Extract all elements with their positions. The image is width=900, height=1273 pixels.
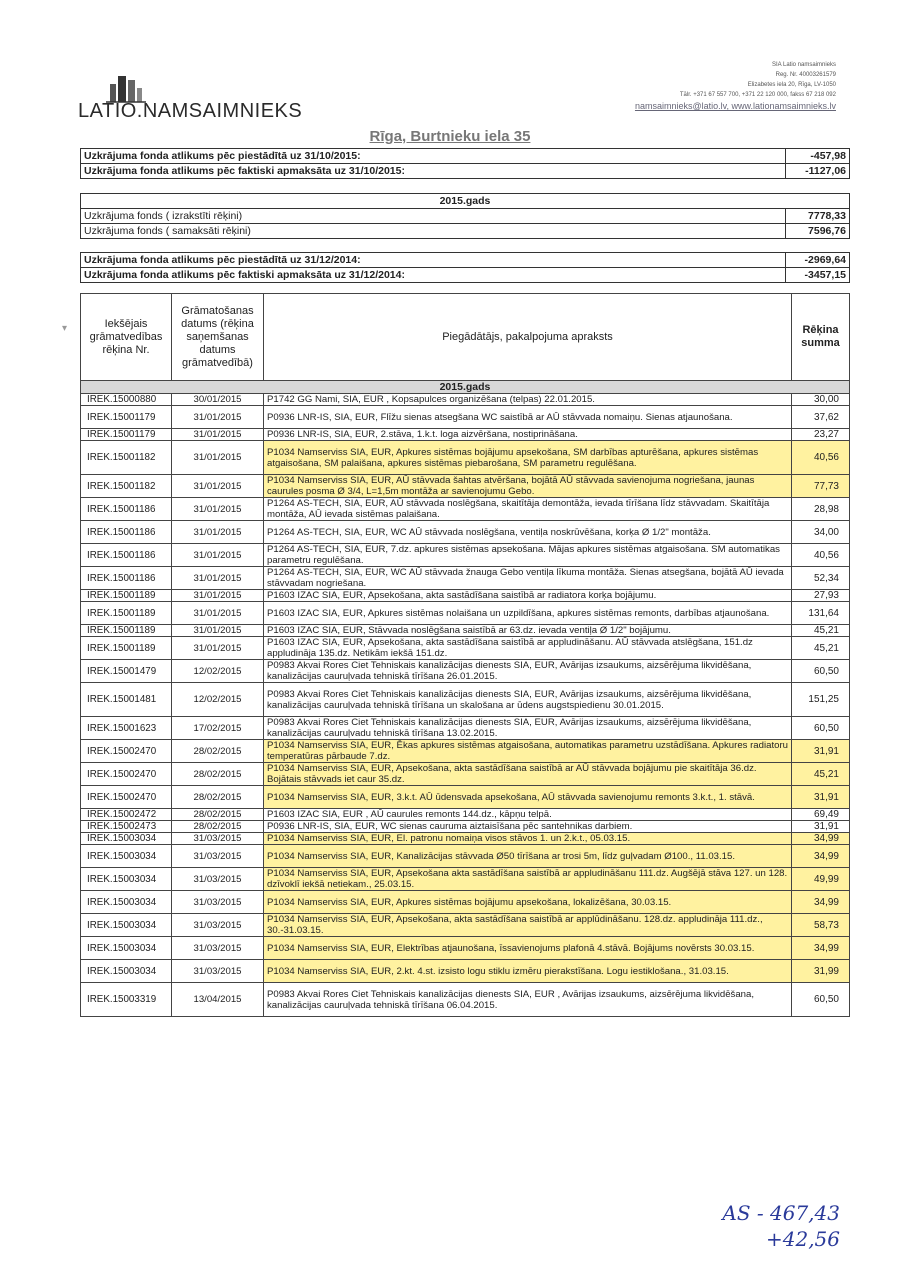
description-cell: P1264 AS-TECH, SIA, EUR, AŪ stāvvada noslēgšana, skaitītāja demontāža, ievada tīrīšana līdz stāvvadam. Skaitītāja montāža, AŪ ievada sistēmas palaišana. bbox=[264, 498, 792, 521]
col-header-date: Grāmatošanas datums (rēķina saņemšanas datums grāmatvedībā) bbox=[172, 294, 264, 381]
amount-cell: 49,99 bbox=[792, 868, 850, 891]
description-cell: P1034 Namserviss SIA, EUR, AŪ stāvvada šahtas atvēršana, bojātā AŪ stāvvada savienojuma nogriešana, jaunas caurules posma Ø 3/4, L=1,5m montāža ar savienojumu Gebo. bbox=[264, 475, 792, 498]
amount-cell: 34,00 bbox=[792, 521, 850, 544]
description-cell: P1034 Namserviss SIA, EUR, 3.k.t. AŪ ūdensvada apsekošana, AŪ stāvvada savienojumu remonts 3.k.t., 1. stāvā. bbox=[264, 786, 792, 809]
date-cell: 28/02/2015 bbox=[172, 809, 264, 821]
amount-cell: 31,91 bbox=[792, 740, 850, 763]
amount-cell: 34,99 bbox=[792, 845, 850, 868]
description-cell: P1034 Namserviss SIA, EUR, 2.kt. 4.st. izsisto logu stiklu izmēru pierakstīšana. Logu iestiklošana., 31.03.15. bbox=[264, 960, 792, 983]
date-cell: 28/02/2015 bbox=[172, 786, 264, 809]
invoice-number-cell: IREK.15003034 bbox=[81, 833, 172, 845]
amount-cell: 31,99 bbox=[792, 960, 850, 983]
invoice-number-cell: IREK.15003034 bbox=[81, 960, 172, 983]
fund-row: Uzkrājuma fonds ( samaksāti rēķini) 7596,76 bbox=[81, 224, 849, 238]
table-row bbox=[81, 567, 850, 590]
handwritten-note: AS - 467,43 +42,56 bbox=[722, 1201, 840, 1251]
amount-cell: 45,21 bbox=[792, 763, 850, 786]
invoice-number-cell: IREK.15000880 bbox=[81, 394, 172, 406]
company-name: SIA Latio namsaimnieks bbox=[771, 62, 836, 68]
date-cell: 31/03/2015 bbox=[172, 937, 264, 960]
invoice-number-cell: IREK.15001479 bbox=[81, 660, 172, 683]
balance-row: Uzkrājuma fonda atlikums pēc piestādītā uz 31/12/2014: -2969,64 bbox=[81, 253, 849, 268]
description-cell: P1603 IZAC SIA, EUR, Apsekošana, akta sastādīšana saistībā ar radiatora korķa bojājumu. bbox=[264, 590, 792, 602]
table-row bbox=[81, 983, 850, 1017]
amount-cell: 34,99 bbox=[792, 833, 850, 845]
invoice-number-cell: IREK.15002473 bbox=[81, 821, 172, 833]
date-cell: 28/02/2015 bbox=[172, 763, 264, 786]
table-row bbox=[81, 960, 850, 983]
invoice-number-cell: IREK.15003034 bbox=[81, 937, 172, 960]
invoice-table bbox=[80, 293, 850, 1017]
company-logo bbox=[78, 70, 338, 130]
invoice-number-cell: IREK.15001623 bbox=[81, 717, 172, 740]
amount-cell: 151,25 bbox=[792, 683, 850, 717]
amount-cell: 52,34 bbox=[792, 567, 850, 590]
invoice-number-cell: IREK.15003034 bbox=[81, 891, 172, 914]
invoice-number-cell: IREK.15001186 bbox=[81, 567, 172, 590]
table-row bbox=[81, 637, 850, 660]
table-row bbox=[81, 394, 850, 406]
description-cell: P0936 LNR-IS, SIA, EUR, 2.stāva, 1.k.t. loga aizvēršana, nostiprināšana. bbox=[264, 429, 792, 441]
margin-mark: ▾ bbox=[62, 323, 68, 334]
description-cell: P1034 Namserviss SIA, EUR, Ēkas apkures sistēmas atgaisošana, automatikas parametru uzstādīšana. Apkures radiatoru temperatūras pārbaude 7.dz. bbox=[264, 740, 792, 763]
table-row bbox=[81, 683, 850, 717]
amount-cell: 28,98 bbox=[792, 498, 850, 521]
amount-cell: 34,99 bbox=[792, 937, 850, 960]
table-row bbox=[81, 809, 850, 821]
amount-cell: 37,62 bbox=[792, 406, 850, 429]
date-cell: 31/03/2015 bbox=[172, 960, 264, 983]
table-row bbox=[81, 717, 850, 740]
description-cell: P1034 Namserviss SIA, EUR, Apkures sistēmas bojājumu apsekošana, SM darbības apturēšana, apkures sistēmas atgaisošana, SM palaišana, apkures sistēmas piebarošana, SM parametru regulēšana. bbox=[264, 441, 792, 475]
table-row bbox=[81, 891, 850, 914]
year-row: 2015.gads bbox=[81, 381, 850, 394]
amount-cell: 60,50 bbox=[792, 717, 850, 740]
date-cell: 31/01/2015 bbox=[172, 637, 264, 660]
description-cell: P0983 Akvai Rores Ciet Tehniskais kanalizācijas dienests SIA, EUR, Avārijas izsaukums, aizsērējuma likvidēšana, kanalizācijas cauruļvadu tehniskā tīrīšana 13.02.2015. bbox=[264, 717, 792, 740]
fund-year-title: 2015.gads bbox=[81, 194, 849, 209]
col-header-invoice: Iekšējais grāmatvedības rēķina Nr. bbox=[81, 294, 172, 381]
invoice-number-cell: IREK.15001189 bbox=[81, 625, 172, 637]
invoice-number-cell: IREK.15003034 bbox=[81, 914, 172, 937]
description-cell: P1742 GG Nami, SIA, EUR , Kopsapulces organizēšana (telpas) 22.01.2015. bbox=[264, 394, 792, 406]
description-cell: P1264 AS-TECH, SIA, EUR, WC AŪ stāvvada noslēgšana, ventiļa noskrūvēšana, korķa Ø 1/2" montāža. bbox=[264, 521, 792, 544]
invoice-number-cell: IREK.15001186 bbox=[81, 521, 172, 544]
company-details bbox=[635, 60, 836, 112]
col-header-description: Piegādātājs, pakalpojuma apraksts bbox=[264, 294, 792, 381]
amount-cell: 45,21 bbox=[792, 637, 850, 660]
amount-cell: 27,93 bbox=[792, 590, 850, 602]
table-row bbox=[81, 521, 850, 544]
description-cell: P1603 IZAC SIA, EUR, Apsekošana, akta sastādīšana saistībā ar appludināšanu. AŪ stāvvada atslēgšana, 151.dz appludināja 135.dz. Netikām iekšā 151.dz. bbox=[264, 637, 792, 660]
date-cell: 31/01/2015 bbox=[172, 498, 264, 521]
amount-cell: 30,00 bbox=[792, 394, 850, 406]
table-row bbox=[81, 498, 850, 521]
amount-cell: 31,91 bbox=[792, 821, 850, 833]
invoice-number-cell: IREK.15003034 bbox=[81, 868, 172, 891]
amount-cell: 58,73 bbox=[792, 914, 850, 937]
table-row bbox=[81, 406, 850, 429]
date-cell: 12/02/2015 bbox=[172, 683, 264, 717]
description-cell: P1603 IZAC SIA, EUR, Stāvvada noslēgšana saistībā ar 63.dz. ievada ventiļa Ø 1/2" bojājumu. bbox=[264, 625, 792, 637]
table-row bbox=[81, 602, 850, 625]
date-cell: 13/04/2015 bbox=[172, 983, 264, 1017]
building-logo-icon bbox=[106, 70, 146, 104]
description-cell: P1034 Namserviss SIA, EUR, El. patronu nomaiņa visos stāvos 1. un 2.k.t., 05.03.15. bbox=[264, 833, 792, 845]
description-cell: P1034 Namserviss SIA, EUR, Kanalizācijas stāvvada Ø50 tīrīšana ar trosi 5m, līdz guļvadam Ø100., 11.03.15. bbox=[264, 845, 792, 868]
table-row bbox=[81, 544, 850, 567]
date-cell: 31/03/2015 bbox=[172, 833, 264, 845]
amount-cell: 23,27 bbox=[792, 429, 850, 441]
date-cell: 31/01/2015 bbox=[172, 544, 264, 567]
invoice-number-cell: IREK.15001186 bbox=[81, 498, 172, 521]
table-row bbox=[81, 625, 850, 637]
balance-row: Uzkrājuma fonda atlikums pēc faktiski apmaksāta uz 31/10/2015: -1127,06 bbox=[81, 164, 849, 178]
amount-cell: 45,21 bbox=[792, 625, 850, 637]
company-web-link[interactable]: namsaimnieks@latio.lv, www.lationamsaimnieks.lv bbox=[634, 101, 836, 111]
amount-cell: 60,50 bbox=[792, 983, 850, 1017]
description-cell: P0936 LNR-IS, SIA, EUR, WC sienas caurumа aiztaisīšana pēc santehnikas darbiem. bbox=[264, 821, 792, 833]
date-cell: 31/03/2015 bbox=[172, 914, 264, 937]
invoice-number-cell: IREK.15003034 bbox=[81, 845, 172, 868]
table-row bbox=[81, 763, 850, 786]
table-row bbox=[81, 786, 850, 809]
amount-cell: 40,56 bbox=[792, 544, 850, 567]
invoice-number-cell: IREK.15001186 bbox=[81, 544, 172, 567]
amount-cell: 60,50 bbox=[792, 660, 850, 683]
invoice-number-cell: IREK.15001189 bbox=[81, 602, 172, 625]
date-cell: 31/01/2015 bbox=[172, 625, 264, 637]
description-cell: P1034 Namserviss SIA, EUR, Apsekošana akta sastādīšana saistībā ar appludināšanu 111.dz. Augšējā stāva 127. un 128. dzīvoklī iekšā netiekam., 25.03.15. bbox=[264, 868, 792, 891]
date-cell: 31/01/2015 bbox=[172, 441, 264, 475]
table-row bbox=[81, 429, 850, 441]
date-cell: 31/01/2015 bbox=[172, 590, 264, 602]
invoice-number-cell: IREK.15001182 bbox=[81, 475, 172, 498]
description-cell: P1034 Namserviss SIA, EUR, Elektrības atjaunošana, īssavienojums plafonā 4.stāvā. Bojājums novērsts 30.03.15. bbox=[264, 937, 792, 960]
date-cell: 17/02/2015 bbox=[172, 717, 264, 740]
table-row bbox=[81, 833, 850, 845]
invoice-number-cell: IREK.15001189 bbox=[81, 590, 172, 602]
amount-cell: 69,49 bbox=[792, 809, 850, 821]
table-header-row bbox=[81, 294, 850, 381]
table-row bbox=[81, 660, 850, 683]
description-cell: P1264 AS-TECH, SIA, EUR, WC AŪ stāvvada žnauga Gebo ventiļa līkuma montāža. Sienas atsegšana, bojātā AŪ ievada stāvvadam nogriešana. bbox=[264, 567, 792, 590]
table-row bbox=[81, 740, 850, 763]
description-cell: P1034 Namserviss SIA, EUR, Apsekošana, akta sastādīšana saistībā ar applūdināšanu. 128.dz. appludināja 111.dz., 30.-31.03.15. bbox=[264, 914, 792, 937]
description-cell: P0983 Akvai Rores Ciet Tehniskais kanalizācijas dienests SIA, EUR, Avārijas izsaukums, aizsērējuma likvidēšana, kanalizācijas cauruļvada tehniskā tīrīšana 26.01.2015. bbox=[264, 660, 792, 683]
table-row bbox=[81, 821, 850, 833]
date-cell: 12/02/2015 bbox=[172, 660, 264, 683]
fund-box-2015 bbox=[80, 193, 850, 239]
description-cell: P0936 LNR-IS, SIA, EUR, Flīžu sienas atsegšana WC saistībā ar AŪ stāvvada nomaiņu. Sienas atjaunošana. bbox=[264, 406, 792, 429]
invoice-number-cell: IREK.15001179 bbox=[81, 429, 172, 441]
description-cell: P0983 Akvai Rores Ciet Tehniskais kanalizācijas dienests SIA, EUR , Avārijas izsaukums, aizsērējuma likvidēšana, kanalizācijas cauruļvada tehniskā tīrīšana 06.04.2015. bbox=[264, 983, 792, 1017]
description-cell: P0983 Akvai Rores Ciet Tehniskais kanalizācijas dienests SIA, EUR, Avārijas izsaukums, aizsērējuma likvidēšana, kanalizācijas cauruļvada tehniskā tīrīšana un skalošana ar ūdens augstspiedienu 30.01.2015. bbox=[264, 683, 792, 717]
company-address: Elizabetes iela 20, Rīga, LV-1050 bbox=[747, 82, 836, 88]
company-phone: Tālr. +371 67 557 700, +371 22 120 000, fakss 67 218 092 bbox=[679, 92, 836, 98]
invoice-number-cell: IREK.15001189 bbox=[81, 637, 172, 660]
amount-cell: 131,64 bbox=[792, 602, 850, 625]
amount-cell: 77,73 bbox=[792, 475, 850, 498]
description-cell: P1264 AS-TECH, SIA, EUR, 7.dz. apkures sistēmas apsekošana. Mājas apkures sistēmas atgaisošana. SM automatikas parametru regulēšana. bbox=[264, 544, 792, 567]
amount-cell: 31,91 bbox=[792, 786, 850, 809]
amount-cell: 40,56 bbox=[792, 441, 850, 475]
invoice-number-cell: IREK.15002470 bbox=[81, 786, 172, 809]
fund-row: Uzkrājuma fonds ( izrakstīti rēķini) 7778,33 bbox=[81, 209, 849, 224]
date-cell: 31/01/2015 bbox=[172, 521, 264, 544]
date-cell: 31/01/2015 bbox=[172, 602, 264, 625]
balance-box-2015 bbox=[80, 148, 850, 179]
date-cell: 31/03/2015 bbox=[172, 845, 264, 868]
table-row bbox=[81, 914, 850, 937]
property-address: Rīga, Burtnieku iela 35 bbox=[369, 128, 531, 145]
date-cell: 31/01/2015 bbox=[172, 429, 264, 441]
description-cell: P1034 Namserviss SIA, EUR, Apkures sistēmas bojājumu apsekošana, lokalizēšana, 30.03.15. bbox=[264, 891, 792, 914]
table-row bbox=[81, 868, 850, 891]
balance-row: Uzkrājuma fonda atlikums pēc piestādītā uz 31/10/2015: -457,98 bbox=[81, 149, 849, 164]
date-cell: 31/03/2015 bbox=[172, 868, 264, 891]
table-row bbox=[81, 937, 850, 960]
balance-row: Uzkrājuma fonda atlikums pēc faktiski apmaksāta uz 31/12/2014: -3457,15 bbox=[81, 268, 849, 282]
table-row bbox=[81, 845, 850, 868]
description-cell: P1603 IZAC SIA, EUR, Apkures sistēmas nolaišana un uzpildīšana, apkures sistēmas remonts, darbības atjaunošana. bbox=[264, 602, 792, 625]
company-reg: Reg. Nr. 40003261579 bbox=[775, 72, 836, 78]
invoice-number-cell: IREK.15002470 bbox=[81, 763, 172, 786]
table-row bbox=[81, 441, 850, 475]
invoice-number-cell: IREK.15003319 bbox=[81, 983, 172, 1017]
date-cell: 28/02/2015 bbox=[172, 740, 264, 763]
date-cell: 31/01/2015 bbox=[172, 567, 264, 590]
col-header-amount: Rēķina summa bbox=[792, 294, 850, 381]
invoice-number-cell: IREK.15002470 bbox=[81, 740, 172, 763]
date-cell: 28/02/2015 bbox=[172, 821, 264, 833]
invoice-number-cell: IREK.15001481 bbox=[81, 683, 172, 717]
table-row bbox=[81, 475, 850, 498]
date-cell: 31/01/2015 bbox=[172, 406, 264, 429]
date-cell: 30/01/2015 bbox=[172, 394, 264, 406]
invoice-number-cell: IREK.15001182 bbox=[81, 441, 172, 475]
table-row bbox=[81, 590, 850, 602]
description-cell: P1603 IZAC SIA, EUR , AŪ caurules remonts 144.dz., kāpņu telpā. bbox=[264, 809, 792, 821]
description-cell: P1034 Namserviss SIA, EUR, Apsekošana, akta sastādīšana saistībā ar AŪ stāvvada bojājumu pie skaitītāja 36.dz. Bojātais stāvvads iet caur 35.dz. bbox=[264, 763, 792, 786]
invoice-number-cell: IREK.15002472 bbox=[81, 809, 172, 821]
logo-text: LATIO.NAMSAIMNIEKS bbox=[78, 100, 303, 122]
date-cell: 31/01/2015 bbox=[172, 475, 264, 498]
amount-cell: 34,99 bbox=[792, 891, 850, 914]
invoice-number-cell: IREK.15001179 bbox=[81, 406, 172, 429]
date-cell: 31/03/2015 bbox=[172, 891, 264, 914]
balance-box-2014 bbox=[80, 252, 850, 283]
